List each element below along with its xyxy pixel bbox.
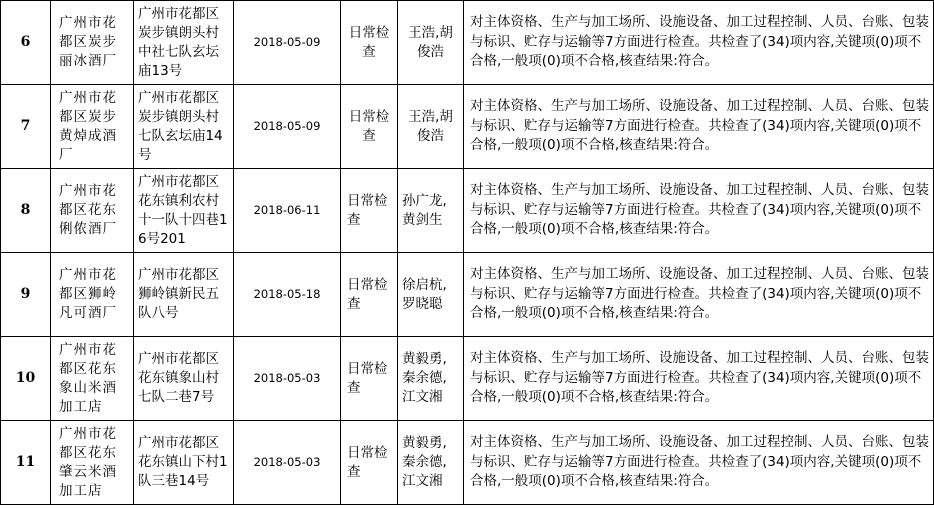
inspectors: 王浩,胡俊浩 xyxy=(398,85,464,169)
inspection-date: 2018-05-18 xyxy=(234,253,341,337)
table-row xyxy=(1,421,934,505)
enterprise-address: 广州市花都区花东镇利农村十一队十四巷16号201 xyxy=(134,169,234,253)
enterprise-name: 广州市花都区花东象山米酒加工店 xyxy=(51,337,134,421)
inspection-type: 日常检查 xyxy=(341,85,398,169)
enterprise-name: 广州市花都区花东肇云米酒加工店 xyxy=(51,421,134,505)
enterprise-name: 广州市花都区狮岭凡可酒厂 xyxy=(51,253,134,337)
inspectors: 黄毅勇,秦余德,江文湘 xyxy=(398,337,464,421)
table-row xyxy=(1,1,934,85)
inspectors: 徐启杭,罗晓聪 xyxy=(398,253,464,337)
inspection-result: 对主体资格、生产与加工场所、设施设备、加工过程控制、人员、台账、包装与标识、贮存与运输等7方面进行检查。共检查了(34)项内容,关键项(0)项不合格,一般项(0)项不合格,核查结果:符合。 xyxy=(464,85,934,169)
inspection-type: 日常检查 xyxy=(341,1,398,85)
table-row xyxy=(1,253,934,337)
table-row xyxy=(1,169,934,253)
inspectors: 王浩,胡俊浩 xyxy=(398,1,464,85)
inspection-result: 对主体资格、生产与加工场所、设施设备、加工过程控制、人员、台账、包装与标识、贮存与运输等7方面进行检查。共检查了(34)项内容,关键项(0)项不合格,一般项(0)项不合格,核查结果:符合。 xyxy=(464,337,934,421)
inspectors: 黄毅勇,秦余德,江文湘 xyxy=(398,421,464,505)
enterprise-address: 广州市花都区花东镇山下村1队三巷14号 xyxy=(134,421,234,505)
enterprise-address: 广州市花都区炭步镇朗头村七队玄坛庙14号 xyxy=(134,85,234,169)
enterprise-name: 广州市花都区炭步丽冰酒厂 xyxy=(51,1,134,85)
enterprise-address: 广州市花都区炭步镇朗头村中社七队玄坛庙13号 xyxy=(134,1,234,85)
table-row xyxy=(1,85,934,169)
inspection-type: 日常检查 xyxy=(341,421,398,505)
table-row xyxy=(1,337,934,421)
enterprise-address: 广州市花都区狮岭镇新民五队八号 xyxy=(134,253,234,337)
inspection-result: 对主体资格、生产与加工场所、设施设备、加工过程控制、人员、台账、包装与标识、贮存与运输等7方面进行检查。共检查了(34)项内容,关键项(0)项不合格,一般项(0)项不合格,核查结果:符合。 xyxy=(464,253,934,337)
inspection-date: 2018-05-09 xyxy=(234,85,341,169)
row-number: 9 xyxy=(1,253,51,337)
inspection-result: 对主体资格、生产与加工场所、设施设备、加工过程控制、人员、台账、包装与标识、贮存与运输等7方面进行检查。共检查了(34)项内容,关键项(0)项不合格,一般项(0)项不合格,核查结果:符合。 xyxy=(464,169,934,253)
inspection-type: 日常检查 xyxy=(341,337,398,421)
inspection-date: 2018-05-03 xyxy=(234,337,341,421)
row-number: 8 xyxy=(1,169,51,253)
inspection-date: 2018-06-11 xyxy=(234,169,341,253)
row-number: 7 xyxy=(1,85,51,169)
inspection-date: 2018-05-09 xyxy=(234,1,341,85)
enterprise-name: 广州市花都区炭步黄焯成酒厂 xyxy=(51,85,134,169)
inspection-type: 日常检查 xyxy=(341,253,398,337)
inspection-result: 对主体资格、生产与加工场所、设施设备、加工过程控制、人员、台账、包装与标识、贮存与运输等7方面进行检查。共检查了(34)项内容,关键项(0)项不合格,一般项(0)项不合格,核查结果:符合。 xyxy=(464,1,934,85)
enterprise-address: 广州市花都区花东镇象山村七队二巷7号 xyxy=(134,337,234,421)
row-number: 11 xyxy=(1,421,51,505)
inspection-type: 日常检查 xyxy=(341,169,398,253)
row-number: 6 xyxy=(1,1,51,85)
row-number: 10 xyxy=(1,337,51,421)
inspection-date: 2018-05-03 xyxy=(234,421,341,505)
enterprise-name: 广州市花都区花东俐侬酒厂 xyxy=(51,169,134,253)
inspectors: 孙广龙,黄剑生 xyxy=(398,169,464,253)
inspection-result: 对主体资格、生产与加工场所、设施设备、加工过程控制、人员、台账、包装与标识、贮存与运输等7方面进行检查。共检查了(34)项内容,关键项(0)项不合格,一般项(0)项不合格,核查结果:符合。 xyxy=(464,421,934,505)
